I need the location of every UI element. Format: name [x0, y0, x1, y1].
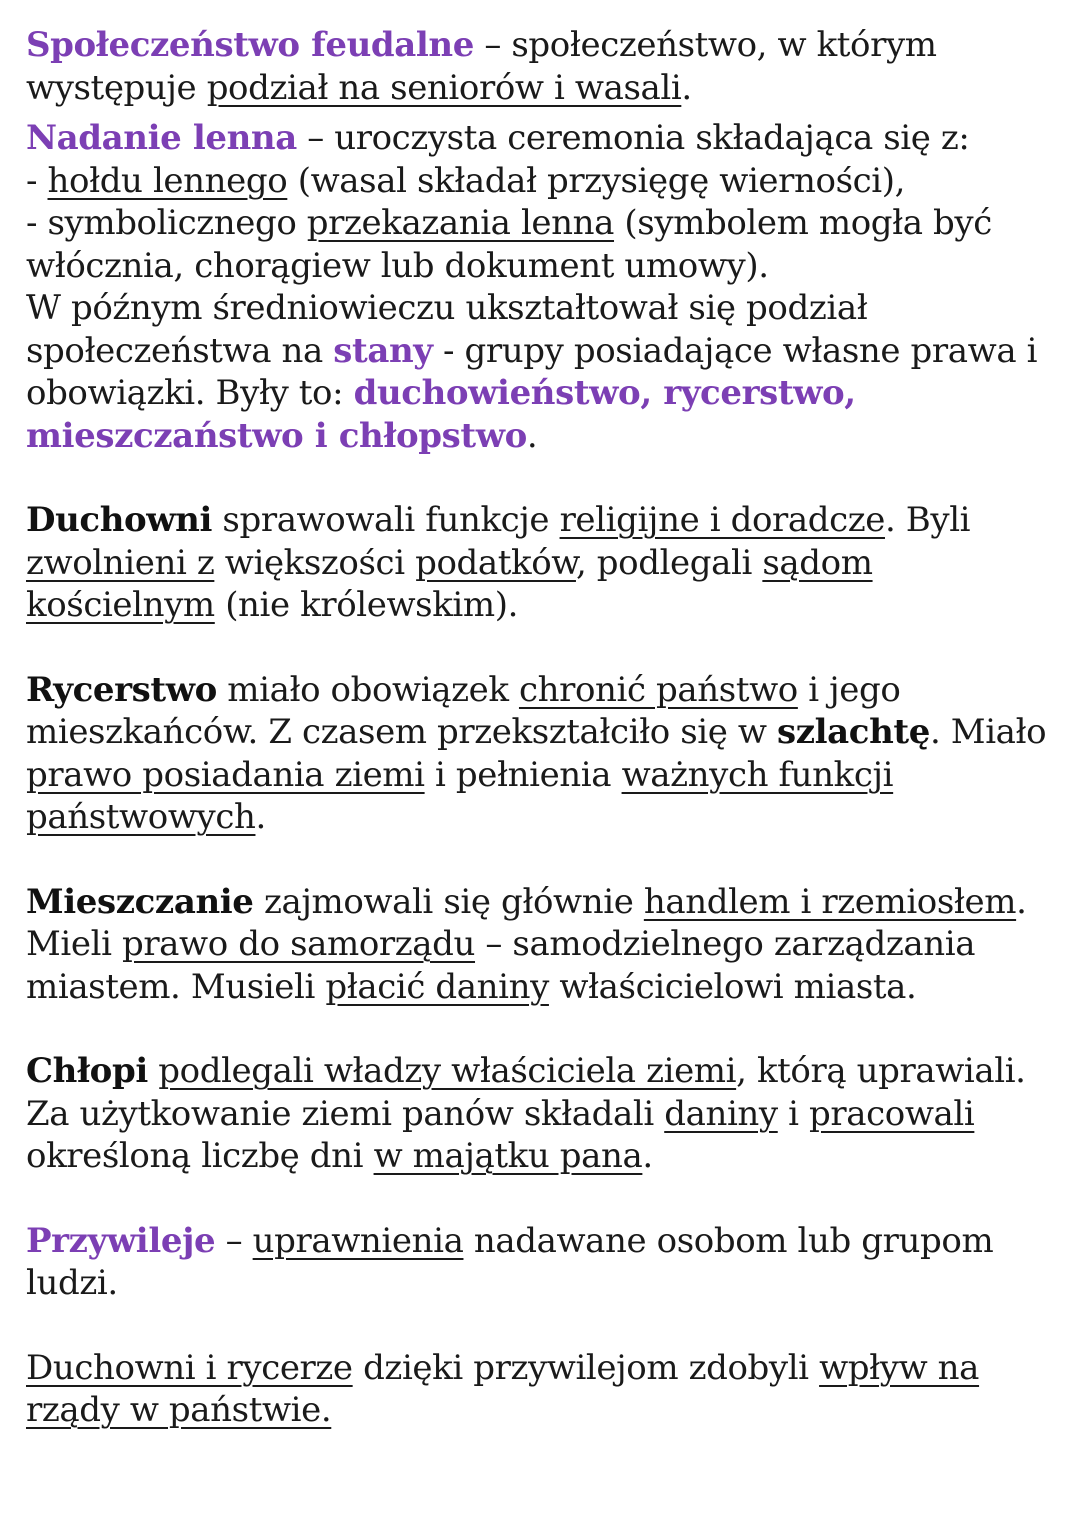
- term-feudal-society: Społeczeństwo feudalne: [26, 25, 474, 65]
- term-clergy: Duchowni: [26, 500, 213, 540]
- text: –: [215, 1220, 253, 1261]
- text: i jego mieszkańców. Z czasem przekształciło się w: [26, 669, 901, 752]
- spacer: [26, 627, 1060, 669]
- text: i pełnienia: [424, 754, 622, 795]
- paragraph-fief-granting: [26, 117, 1060, 457]
- underlined-text: uprawnienia: [252, 1220, 464, 1261]
- text: – samodzielnego zarządzania miastem. Musieli: [26, 924, 976, 1007]
- underlined-text: zwolnieni z: [26, 542, 215, 583]
- underlined-text: religijne i doradcze: [559, 500, 885, 540]
- paragraph-clergy: [26, 499, 1060, 627]
- spacer: [26, 1008, 1060, 1050]
- bold-text: szlachtę: [777, 712, 930, 752]
- underlined-text: handlem i rzemiosłem: [643, 881, 1017, 922]
- paragraph-feudal-society: [26, 24, 1060, 109]
- underlined-text: wpływ na rządy w państwie.: [26, 1347, 980, 1430]
- paragraph-privileges: [26, 1220, 1060, 1305]
- term-privileges: Przywileje: [26, 1220, 216, 1261]
- text: W późnym średniowieczu ukształtował się podział społeczeństwa na: [26, 288, 868, 371]
- underlined-text: ważnych funkcji państwowych: [26, 754, 894, 837]
- text: . Miało: [929, 712, 1047, 752]
- text: większości: [214, 542, 416, 583]
- term-burghers: Mieszczanie: [26, 881, 254, 922]
- paragraph-peasants: [26, 1050, 1060, 1178]
- text: . Mieli: [26, 881, 1027, 964]
- text: - grupy posiadające własne prawa i obowiązki. Były to:: [26, 330, 1038, 413]
- text: .: [642, 1136, 653, 1176]
- spacer: [26, 1178, 1060, 1220]
- text: -: [26, 160, 48, 201]
- text: (nie królewskim).: [214, 585, 519, 625]
- notes-page: [26, 24, 1060, 1432]
- term-estates: stany: [333, 330, 433, 371]
- text: - symbolicznego: [26, 203, 307, 243]
- text: , którą uprawiali. Za użytkowanie ziemi panów składali: [26, 1051, 1026, 1134]
- text: i: [777, 1093, 810, 1134]
- text: właścicielowi miasta.: [548, 966, 917, 1007]
- spacer: [26, 839, 1060, 881]
- text: .: [681, 67, 692, 108]
- spacer: [26, 109, 1060, 117]
- paragraph-knighthood: [26, 669, 1060, 839]
- underlined-text: podatków: [415, 542, 576, 583]
- underlined-text: w majątku pana: [373, 1136, 643, 1176]
- estates-list: duchowieństwo, rycerstwo, mieszczaństwo i chłopstwo: [26, 373, 856, 456]
- text: – uroczysta ceremonia składająca się z:: [296, 118, 970, 158]
- text: dzięki przywilejom zdobyli: [352, 1347, 820, 1388]
- underlined-text: pracowali: [809, 1093, 975, 1134]
- text: zajmowali się głównie: [253, 881, 644, 922]
- underlined-text: chronić państwo: [518, 669, 798, 710]
- text: nadawane osobom lub grupom ludzi.: [26, 1220, 994, 1303]
- term-peasants: Chłopi: [26, 1051, 148, 1091]
- underlined-text: prawo do samorządu: [121, 924, 476, 964]
- text: [148, 1051, 158, 1091]
- text: sprawowali funkcje: [212, 500, 560, 540]
- text: określoną liczbę dni: [26, 1136, 374, 1176]
- paragraph-burghers: [26, 881, 1060, 1009]
- term-fief-granting: Nadanie lenna: [26, 118, 297, 158]
- spacer: [26, 457, 1060, 499]
- spacer: [26, 1305, 1060, 1347]
- underlined-text: płacić daniny: [325, 966, 549, 1007]
- underlined-text: hołdu lennego: [47, 160, 288, 201]
- underlined-text: prawo posiadania ziemi: [26, 754, 425, 795]
- text: . Byli: [884, 500, 971, 540]
- text: (symbolem mogła być włócznia, chorągiew lub dokument umowy).: [26, 203, 992, 286]
- underlined-text: podlegali władzy właściciela ziemi: [158, 1051, 737, 1091]
- text: (wasal składał przysięgę wierności),: [287, 160, 905, 201]
- underlined-text: podział na seniorów i wasali: [206, 67, 682, 108]
- text: , podlegali: [575, 542, 763, 583]
- underlined-text: przekazania lenna: [306, 203, 615, 243]
- underlined-text: Duchowni i rycerze: [26, 1347, 353, 1388]
- text: – społeczeństwo, w którym występuje: [26, 25, 937, 108]
- text: .: [526, 415, 538, 456]
- text: miało obowiązek: [216, 669, 519, 710]
- paragraph-conclusion: [26, 1347, 1060, 1432]
- term-knighthood: Rycerstwo: [26, 669, 217, 710]
- underlined-text: daniny: [664, 1093, 778, 1134]
- text: .: [255, 797, 266, 837]
- underlined-text: sądom kościelnym: [26, 542, 873, 625]
